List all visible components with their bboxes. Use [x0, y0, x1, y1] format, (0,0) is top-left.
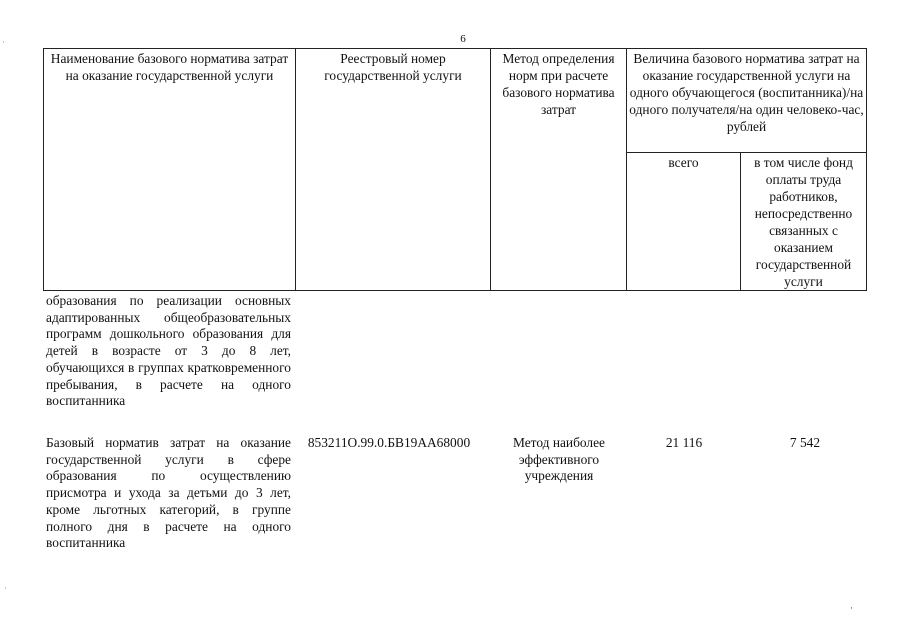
page-number: 6	[460, 33, 466, 45]
header-name: Наименование базового норматива затрат на оказание государственной услуги	[50, 51, 289, 83]
header-registry: Реестровый номер государственной услуги	[324, 51, 462, 83]
header-total-cell	[627, 153, 741, 291]
scan-speck: ·	[2, 37, 5, 47]
row-1-name: образования по реализации основных адаптированных общеобразовательных программ дошкольного образования для детей в возрасте от 3 до 8 лет, обучающихся в группах кратковременного пребывания, в расчете на одного воспитанника	[46, 293, 291, 409]
row-2-total: 21 116	[665, 435, 703, 450]
row-2-registry: 853211О.99.0.БВ19АА68000	[307, 435, 471, 450]
scan-speck: ·	[850, 603, 853, 613]
header-table	[43, 48, 867, 291]
row-2-incl: 7 542	[789, 435, 821, 450]
header-method-cell	[491, 49, 627, 291]
scan-speck: ·	[4, 583, 7, 593]
header-incl-cell	[741, 153, 867, 291]
header-method: Метод определения норм при расчете базового норматива затрат	[502, 51, 615, 117]
row-2-method: Метод наиболее эффективного учреждения	[513, 435, 605, 484]
header-name-cell	[44, 49, 296, 291]
header-incl: в том числе фонд оплаты труда работников, непосредственно связанных с оказанием государственной услуги	[754, 155, 853, 289]
header-registry-cell	[296, 49, 491, 291]
header-value: Величина базового норматива затрат на оказание государственной услуги на одного обучающегося (воспитанника)/на одного получателя/на один человеко-час, рублей	[629, 51, 864, 134]
row-2-name: Базовый норматив затрат на оказание государственной услуги в сфере образования по осуществлению присмотра и ухода за детьми до 3 лет, кроме льготных категорий, в группе полного дня в расчете на одного воспитанника	[46, 435, 291, 551]
header-total: всего	[668, 155, 699, 170]
header-value-cell	[627, 49, 867, 153]
